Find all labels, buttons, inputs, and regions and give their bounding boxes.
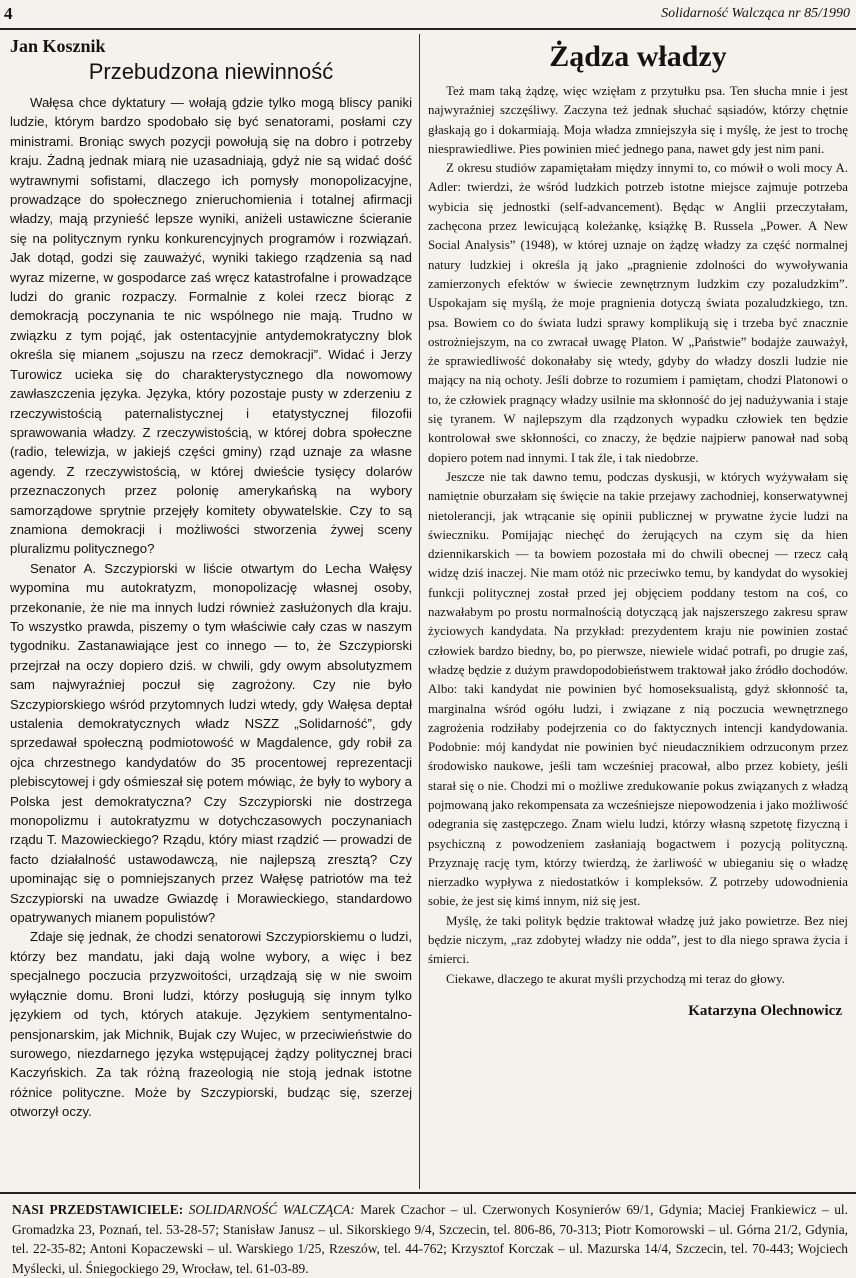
column-divider (419, 34, 420, 1189)
article-paragraph: Z okresu studiów zapamiętałam między innymi to, co mówił o woli mocy A. Adler: twierdzi, że wśród ludzkich potrzeb istotne miejsce zajmuje potrzeba wybicia się jednostki (self-advancement). Będąc w Anglii przeczytałam, zachęcona przez lewicującą koleżankę, książkę B. Russela „Power. A New Social Analysis” (1948), w której uznaje on żądzę władzy za część normalnej natury ludzkiej i określa ją jako „pragnienie zdolności do wywoływania zamierzonych efektów w świecie zewnętrznym ludzkim czy pozaludzkim”. Uspokajam się myślą, że moje pragnienia dotyczą świata pozaludzkiego, tzn. psa. Bowiem co do świata ludzi sprawy komplikują się i trzeba być znacznie ostrożniejszym, na co zwracał uwagę Platon. W „Państwie” bodajże zauważył, że sprawiedliwość dokonałaby się wtedy, gdyby do władzy doszli ludzie nie mający na nią ochoty. Jeśli dobrze to rozumiem i pamiętam, chodzi Platonowi o to, że człowiek pragnący władzy usilnie ma skłonność do jej nadużywania i staje się tyranem. W najlepszym dla rządzonych wypadku człowiek ten będzie kontrolował swe skłonności, co znaczy, że będzie najpierw panował nad sobą dopiero potem nad innymi. I tak źle, i tak niedobrze. (428, 161, 848, 465)
page-header (0, 0, 856, 30)
article-title: Przebudzona niewinność (88, 59, 334, 84)
footer-lead: NASI PRZEDSTAWICIELE: (12, 1202, 184, 1217)
article-author: Jan Kosznik (10, 36, 106, 56)
article-paragraph: Ciekawe, dlaczego te akurat myśli przychodzą mi teraz do głowy. (446, 971, 785, 986)
left-article (10, 36, 412, 1122)
article-title: Żądza władzy (549, 40, 727, 73)
article-paragraph: Zdaje się jednak, że chodzi senatorowi Szczypiorskiemu o ludzi, którzy bez mandatu, jaki dają wolne wybory, a więc i bez specjalnego poczucia przyzwoitości, urządzają się w nie swoim wyłącznie domu. Broni ludzi, którzy posługują się innym tylko językiem od tych, których atakuje. Językiem sentymentalno-pensjonarskim, jak Michnik, Bujak czy Wujec, w przeciwieństwie do surowego, niezdarnego języka wstępującej żądzy politycznej braci Kaczyńskich. Za tak różną frazeologią nie stoją jednak istotne różnice polityczne. Może by Szczypiorski, budząc się, szerzej otworzył oczy. (10, 929, 412, 1120)
footer-text: Marek Czachor – ul. Czerwonych Kosynierów 69/1, Gdynia; Maciej Frankiewicz – ul. Gromadzka 23, Poznań, tel. 53-28-57; Stanisław Janusz – ul. Sikorskiego 9/4, Szczecin, tel. 806-86, 70-313; Piotr Komorowski – ul. Górna 21/2, Gdynia, tel. 22-35-82; Antoni Kopaczewski – ul. Warskiego 1/25, Rzeszów, tel. 44-762; Krzysztof Korczak – ul. Mazurska 14/4, Szczecin, tel. 70-443; Wojciech Myślecki, ul. Śniegockiego 29, Wrocław, tel. 61-03-89. (12, 1202, 848, 1276)
footer-org: SOLIDARNOŚĆ WALCZĄCA: (188, 1202, 355, 1217)
article-signature: Katarzyna Olechnowicz (688, 1002, 842, 1019)
page-number: 4 (4, 4, 13, 23)
representatives-footer (0, 1192, 856, 1278)
article-paragraph: Też mam taką żądzę, więc wzięłam z przytułku psa. Ten słucha mnie i jest najwyraźniej szczęśliwy. Zaczyna też jednak słuchać sąsiadów, którzy chętnie głaskają go i dokarmiają. Moja władza zmniejszyła się i myślę, że jest to trochę niesprawiedliwe. Pies powinien mieć jednego pana, nawet gdy jest nim pani. (428, 84, 848, 156)
article-paragraph: Senator A. Szczypiorski w liście otwartym do Lecha Wałęsy wypomina mu autokratyzm, monopolizację własnej osoby, przekonanie, że nie ma innych ludzi również zasłużonych dla kraju. To wszystko prawda, piszemy o tym właściwie cały czas w naszym tygodniku. Zastanawiające jest co innego — to, że Szczypiorski przejrzał na oczy dopiero dziś. w chwili, gdy owym absolutyzmem sam najwyraźniej poczuł się zagrożony. Czy nie było Szczypiorskiego wśród przytomnych ludzi wtedy, gdy Wałęsa deptał ustalenia demokratycznych władz NSZZ „Solidarność”, gdy sprzedawał społeczną podmiotowość w Magdalence, gdy robił za ojca chrzestnego kandydatów do 35 procentowej reprezentacji plebiscytowej i gdy ośmieszał się potem mówiąc, że były to wybory a Polska jest demokratyczna? Czy Szczypiorski nie dostrzega monopolizmu i autokratyzmu w dotychczasowych poczynaniach rządu T. Mazowieckiego? Rządu, który miast rządzić — prowadzi de facto działalność ustawodawczą, nie najlepszą zresztą? Czy upominając się o pomniejszanych przez Wałęsę patriotów ma też Szczypiorski na uwadze Gwiazdę i Morawieckiego, standardowo opatrywanych mianem populistów? (10, 560, 412, 926)
article-paragraph: Wałęsa chce dyktatury — wołają gdzie tylko mogą bliscy paniki ludzie, którym bardzo spodobało się być senatorami, posłami czy ministrami. Broniąc swych pozycji powołują się na dobro i potrzeby kraju. Żadną jednak miarą nie uzasadniają, gdyż nie są widać dość wytrawnymi sofistami, dlaczego ich pomysły monopolizacyjne, prowadzące do społecznego znieruchomienia i totalnej afirmacji władzy, mają przynieść lepsze wyniki, aniżeli ustawiczne ścieranie się na politycznym rynku konkurencyjnych programów i rozwiązań. Jak dotąd, godzi się zauważyć, wyniki takiego rządzenia są nad wyraz mizerne, w gospodarce zaś wręcz katastrofalne i prowadzące ludzi do granic rozpaczy. Formalnie z kolei rzecz biorąc z demokracją poczynania te nic wspólnego nie mają. Trudno w związku z tym pojąć, jak ostentacyjnie antydemokratyczny blok określa się mianem „sojuszu na rzecz demokracji”. Widać i Jerzy Turowicz ucieka się do charakterystycznego dla nowomowy zawłaszczenia języka. Języka, który pozostaje pusty w zderzeniu z rzeczywistością paternalistycznej i etatystycznej filozofii sprawowania władzy. Z rzeczywistością, w której dobra społeczne (radio, telewizja, w jakiejś części gminy) rząd uznaje za własne agendy. Z rzeczywistością, w której dwieście tysięcy dolarów przeznaczonych przez polonię amerykańską na wybory samorządowe sprytnie przejęły komitety obywatelskie. Czy to są znamiona demokracji i możliwości stworzenia żywej sceny pluralizmu politycznego? (10, 95, 412, 557)
article-paragraph: Jeszcze nie tak dawno temu, podczas dyskusji, w których wyżywałam się namiętnie oburzałam się święcie na takie przejawy zachodniej, konserwatywnej nietolerancji, jak wtrącanie się opinii publicznej w prywatne życie ludzi na świeczniku. Pomijając niechęć do żerujących na czym się da hien dziennikarskich — ta bowiem pozostała mi do chwili obecnej — rzecz całą widzę dziś inaczej. Nie mam otóż nic przeciwko temu, by kandydat do wysokiej funkcji politycznej został przed jej objęciem poddany testom na coś, co nazwałabym po prostu normalnością dotyczącą jak najszerszego zakresu spraw życiowych kandydata. Na przykład: prezydentem kraju nie powinien zostać człowiek bardzo biedny, bo, po pierwsze, niewiele widać potrafi, po drugie zaś, władzę będzie z dużym prawdopodobieństwem traktował jako źródło dochodów. Albo: taki kandydat nie powinien być homoseksualistą, gdyż skłonność ta, marginalna wśród ogółu ludzi, i związane z nią poczucia wewnętrznego zagrożenia rodziłaby podejrzenia co do faktycznych intencji kandydowania. Podobnie: mój kandydat nie powinien być nieudacznikiem odrzuconym przez środowisko naukowe, jeśli tam wcześniej pracował, albo przez kobiety, jeśli starał się o nie. Chodzi mi o możliwe zredukowanie pokus związanych z władzą pojmowaną jako rekompensata za wcześniejsze niepowodzenia i jako możliwość odegrania się zastępczego. Znam wielu ludzi, którzy własną szpetotę fizyczną i psychiczną z powodzeniem zasłaniają bogactwem i pozycją polityczną. Przyznaję rację tym, którzy twierdzą, że żarliwość w ubieganiu się o władzę nierzadko wypływa z niedostatków i kompleksów. Z potrzeby udowodnienia sobie, że jest się kimś innym, niż się jest. (428, 469, 848, 909)
article-paragraph: Myślę, że taki polityk będzie traktował władzę już jako powietrze. Bez niej będzie niczym, „raz zdobytej władzy nie odda”, jest to dla niego sprawa życia i śmierci. (428, 913, 848, 967)
right-article (428, 36, 848, 1020)
publication-title: Solidarność Walcząca nr 85/1990 (661, 6, 850, 21)
